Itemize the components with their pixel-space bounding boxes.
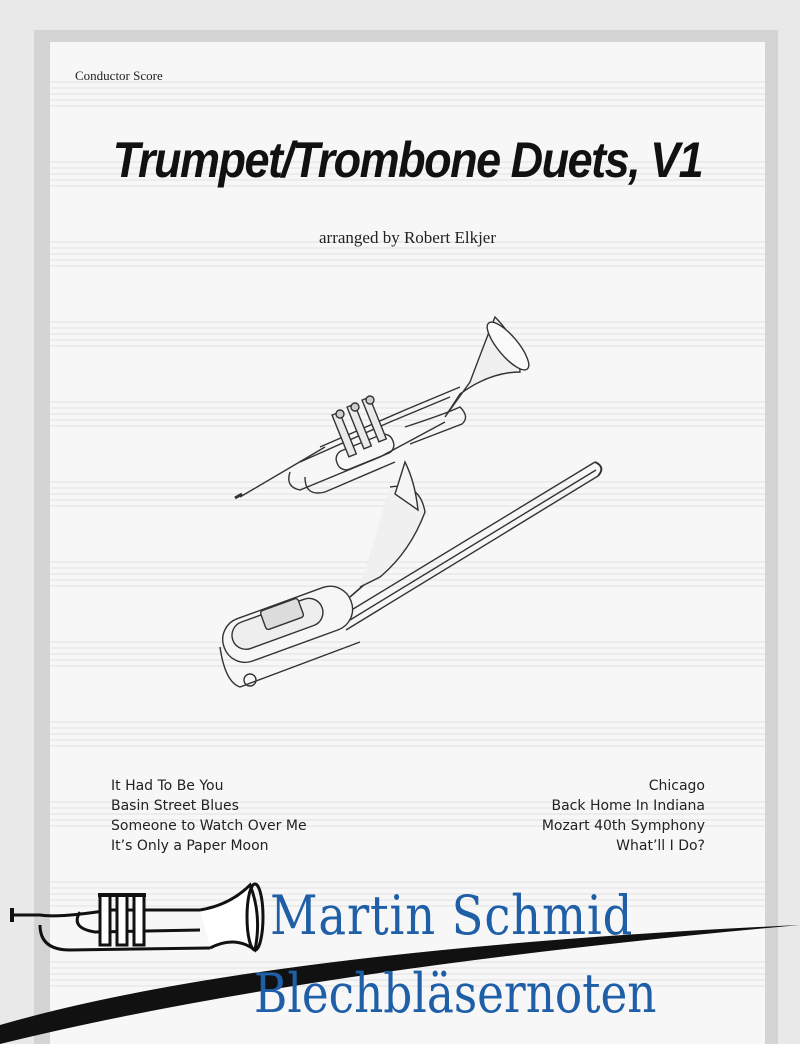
trombone-icon [217, 462, 602, 687]
arranger-credit: arranged by Robert Elkjer [318, 228, 496, 247]
song-list-right [542, 776, 705, 856]
trumpet-icon [235, 317, 535, 498]
song-title: Mozart 40th Symphony [541, 818, 705, 834]
watermark-name: Martin Schmid [270, 884, 634, 947]
song-title: Chicago [648, 778, 705, 794]
song-title: Basin Street Blues [111, 798, 239, 814]
song-title: Back Home In Indiana [551, 798, 705, 814]
song-title: What’ll I Do? [616, 838, 705, 854]
song-title: It Had To Be You [111, 778, 224, 794]
song-title: Someone to Watch Over Me [111, 818, 307, 834]
watermark-subtitle: Blechbläsernoten [254, 962, 657, 1025]
score-type-label: Conductor Score [75, 68, 163, 83]
seller-watermark [0, 870, 800, 1044]
page-title: Trumpet/Trombone Duets, V1 [112, 130, 703, 188]
song-list-left [111, 776, 307, 856]
instruments-illustration [50, 42, 765, 742]
song-title: It’s Only a Paper Moon [111, 838, 269, 854]
